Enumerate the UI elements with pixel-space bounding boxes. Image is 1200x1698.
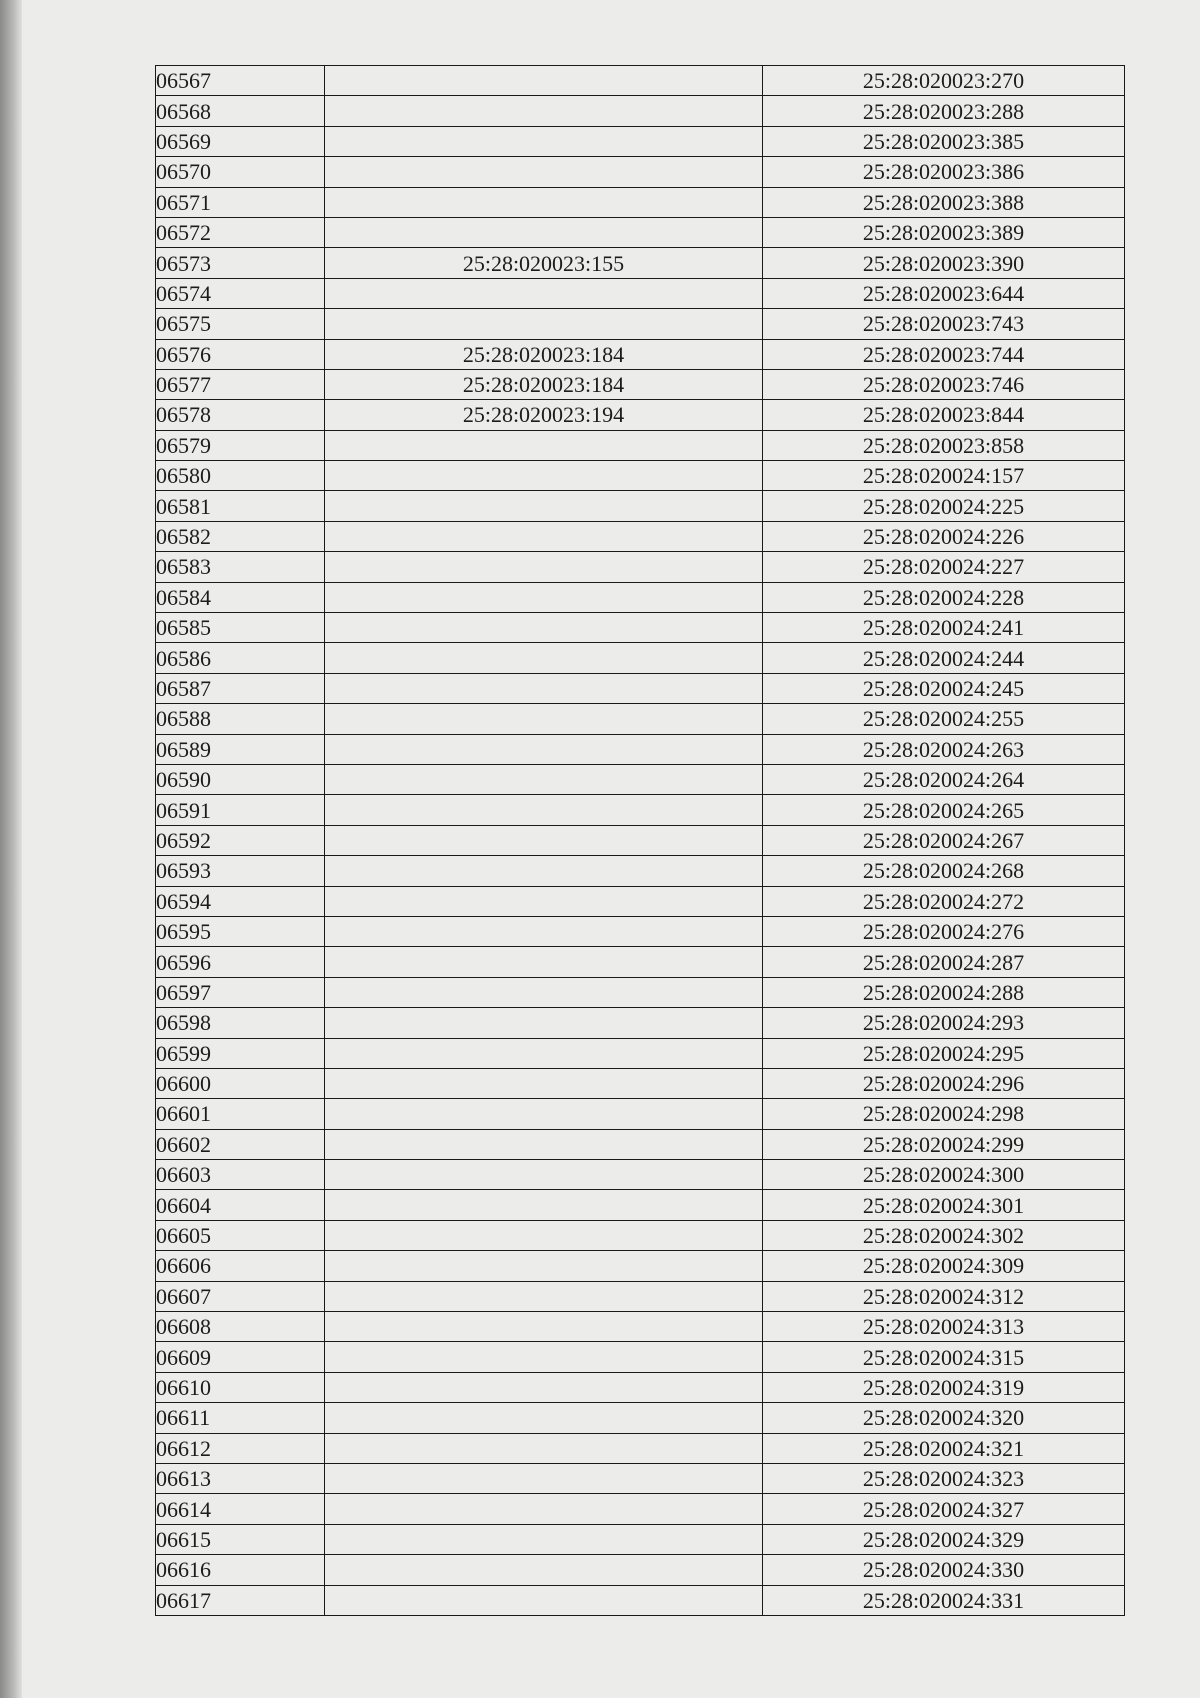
cadastral-number-cell: 25:28:020024:298 [763, 1099, 1125, 1129]
previous-number-cell [325, 1038, 763, 1068]
row-number-cell: 06599 [156, 1038, 325, 1068]
table-row [156, 1494, 1125, 1524]
row-number-cell: 06582 [156, 521, 325, 551]
previous-number-cell [325, 187, 763, 217]
scan-binding-edge [0, 0, 22, 1698]
table-row [156, 613, 1125, 643]
previous-number-cell [325, 1068, 763, 1098]
row-number-cell: 06575 [156, 309, 325, 339]
cadastral-number-cell: 25:28:020024:302 [763, 1220, 1125, 1250]
row-number-cell: 06609 [156, 1342, 325, 1372]
previous-number-cell [325, 1494, 763, 1524]
table-row [156, 856, 1125, 886]
cadastral-number-cell: 25:28:020024:227 [763, 552, 1125, 582]
table-row [156, 430, 1125, 460]
cadastral-number-cell: 25:28:020024:287 [763, 947, 1125, 977]
cadastral-number-cell: 25:28:020024:276 [763, 916, 1125, 946]
cadastral-number-cell: 25:28:020024:315 [763, 1342, 1125, 1372]
table-row [156, 217, 1125, 247]
previous-number-cell [325, 157, 763, 187]
cadastral-number-cell: 25:28:020024:293 [763, 1008, 1125, 1038]
row-number-cell: 06579 [156, 430, 325, 460]
previous-number-cell [325, 734, 763, 764]
table-row [156, 1220, 1125, 1250]
cadastral-number-cell: 25:28:020024:245 [763, 673, 1125, 703]
previous-number-cell [325, 1251, 763, 1281]
previous-number-cell [325, 613, 763, 643]
previous-number-cell [325, 1190, 763, 1220]
cadastral-number-cell: 25:28:020024:244 [763, 643, 1125, 673]
cadastral-number-cell: 25:28:020024:263 [763, 734, 1125, 764]
table-row [156, 339, 1125, 369]
row-number-cell: 06581 [156, 491, 325, 521]
previous-number-cell [325, 126, 763, 156]
table-row [156, 309, 1125, 339]
table-row [156, 1372, 1125, 1402]
row-number-cell: 06604 [156, 1190, 325, 1220]
row-number-cell: 06573 [156, 248, 325, 278]
previous-number-cell [325, 1403, 763, 1433]
cadastral-number-cell: 25:28:020024:320 [763, 1403, 1125, 1433]
cadastral-number-cell: 25:28:020023:744 [763, 339, 1125, 369]
previous-number-cell [325, 673, 763, 703]
table-row [156, 96, 1125, 126]
table-row [156, 248, 1125, 278]
row-number-cell: 06612 [156, 1433, 325, 1463]
table-body [156, 66, 1125, 1616]
previous-number-cell [325, 886, 763, 916]
previous-number-cell [325, 1433, 763, 1463]
table-row [156, 1099, 1125, 1129]
previous-number-cell [325, 278, 763, 308]
row-number-cell: 06589 [156, 734, 325, 764]
cadastral-number-cell: 25:28:020024:295 [763, 1038, 1125, 1068]
row-number-cell: 06572 [156, 217, 325, 247]
cadastral-table [155, 65, 1125, 1616]
table-row [156, 1190, 1125, 1220]
row-number-cell: 06596 [156, 947, 325, 977]
previous-number-cell [325, 764, 763, 794]
row-number-cell: 06591 [156, 795, 325, 825]
previous-number-cell [325, 430, 763, 460]
table-row [156, 1463, 1125, 1493]
cadastral-number-cell: 25:28:020024:329 [763, 1524, 1125, 1554]
row-number-cell: 06594 [156, 886, 325, 916]
row-number-cell: 06577 [156, 369, 325, 399]
cadastral-number-cell: 25:28:020024:267 [763, 825, 1125, 855]
cadastral-number-cell: 25:28:020024:309 [763, 1251, 1125, 1281]
table-row [156, 1008, 1125, 1038]
table-row [156, 491, 1125, 521]
row-number-cell: 06607 [156, 1281, 325, 1311]
row-number-cell: 06602 [156, 1129, 325, 1159]
previous-number-cell [325, 1372, 763, 1402]
table-row [156, 1524, 1125, 1554]
row-number-cell: 06601 [156, 1099, 325, 1129]
row-number-cell: 06608 [156, 1312, 325, 1342]
previous-number-cell [325, 1220, 763, 1250]
table-row [156, 1312, 1125, 1342]
previous-number-cell [325, 977, 763, 1007]
row-number-cell: 06614 [156, 1494, 325, 1524]
cadastral-number-cell: 25:28:020023:386 [763, 157, 1125, 187]
cadastral-number-cell: 25:28:020023:644 [763, 278, 1125, 308]
table-row [156, 1038, 1125, 1068]
row-number-cell: 06568 [156, 96, 325, 126]
cadastral-number-cell: 25:28:020024:288 [763, 977, 1125, 1007]
previous-number-cell [325, 1099, 763, 1129]
table-row [156, 947, 1125, 977]
row-number-cell: 06590 [156, 764, 325, 794]
cadastral-number-cell: 25:28:020024:300 [763, 1160, 1125, 1190]
table-row [156, 1251, 1125, 1281]
table-row [156, 1555, 1125, 1585]
table-row [156, 704, 1125, 734]
row-number-cell: 06616 [156, 1555, 325, 1585]
previous-number-cell: 25:28:020023:184 [325, 339, 763, 369]
previous-number-cell: 25:28:020023:184 [325, 369, 763, 399]
previous-number-cell [325, 217, 763, 247]
cadastral-number-cell: 25:28:020024:323 [763, 1463, 1125, 1493]
row-number-cell: 06617 [156, 1585, 325, 1615]
previous-number-cell [325, 1555, 763, 1585]
table-row [156, 1281, 1125, 1311]
cadastral-number-cell: 25:28:020024:296 [763, 1068, 1125, 1098]
previous-number-cell: 25:28:020023:155 [325, 248, 763, 278]
table-row [156, 126, 1125, 156]
row-number-cell: 06597 [156, 977, 325, 1007]
table-row [156, 1585, 1125, 1615]
cadastral-number-cell: 25:28:020023:270 [763, 66, 1125, 96]
previous-number-cell [325, 1524, 763, 1554]
cadastral-number-cell: 25:28:020024:301 [763, 1190, 1125, 1220]
row-number-cell: 06603 [156, 1160, 325, 1190]
row-number-cell: 06588 [156, 704, 325, 734]
table-row [156, 886, 1125, 916]
previous-number-cell [325, 1585, 763, 1615]
table-row [156, 400, 1125, 430]
previous-number-cell [325, 1160, 763, 1190]
row-number-cell: 06584 [156, 582, 325, 612]
table-row [156, 157, 1125, 187]
previous-number-cell [325, 1281, 763, 1311]
previous-number-cell [325, 1312, 763, 1342]
table-row [156, 278, 1125, 308]
table-row [156, 187, 1125, 217]
previous-number-cell [325, 96, 763, 126]
row-number-cell: 06613 [156, 1463, 325, 1493]
previous-number-cell [325, 1342, 763, 1372]
previous-number-cell [325, 552, 763, 582]
table-row [156, 734, 1125, 764]
cadastral-number-cell: 25:28:020024:226 [763, 521, 1125, 551]
cadastral-number-cell: 25:28:020023:389 [763, 217, 1125, 247]
cadastral-number-cell: 25:28:020024:225 [763, 491, 1125, 521]
cadastral-number-cell: 25:28:020024:268 [763, 856, 1125, 886]
row-number-cell: 06605 [156, 1220, 325, 1250]
previous-number-cell [325, 947, 763, 977]
table-row [156, 1160, 1125, 1190]
row-number-cell: 06595 [156, 916, 325, 946]
cadastral-number-cell: 25:28:020023:288 [763, 96, 1125, 126]
row-number-cell: 06569 [156, 126, 325, 156]
previous-number-cell [325, 643, 763, 673]
row-number-cell: 06578 [156, 400, 325, 430]
row-number-cell: 06587 [156, 673, 325, 703]
row-number-cell: 06570 [156, 157, 325, 187]
table-row [156, 461, 1125, 491]
table-row [156, 1129, 1125, 1159]
row-number-cell: 06610 [156, 1372, 325, 1402]
table-row [156, 673, 1125, 703]
row-number-cell: 06600 [156, 1068, 325, 1098]
row-number-cell: 06611 [156, 1403, 325, 1433]
cadastral-number-cell: 25:28:020023:858 [763, 430, 1125, 460]
cadastral-number-cell: 25:28:020024:321 [763, 1433, 1125, 1463]
previous-number-cell [325, 856, 763, 886]
row-number-cell: 06583 [156, 552, 325, 582]
cadastral-number-cell: 25:28:020024:157 [763, 461, 1125, 491]
cadastral-number-cell: 25:28:020024:299 [763, 1129, 1125, 1159]
table-row [156, 916, 1125, 946]
table-row [156, 1433, 1125, 1463]
table-row [156, 369, 1125, 399]
cadastral-number-cell: 25:28:020024:272 [763, 886, 1125, 916]
row-number-cell: 06593 [156, 856, 325, 886]
row-number-cell: 06580 [156, 461, 325, 491]
cadastral-number-cell: 25:28:020024:327 [763, 1494, 1125, 1524]
previous-number-cell [325, 521, 763, 551]
row-number-cell: 06576 [156, 339, 325, 369]
row-number-cell: 06615 [156, 1524, 325, 1554]
cadastral-number-cell: 25:28:020023:746 [763, 369, 1125, 399]
row-number-cell: 06574 [156, 278, 325, 308]
cadastral-number-cell: 25:28:020023:844 [763, 400, 1125, 430]
previous-number-cell [325, 1008, 763, 1038]
table-row [156, 643, 1125, 673]
table-row [156, 66, 1125, 96]
previous-number-cell [325, 825, 763, 855]
previous-number-cell [325, 704, 763, 734]
previous-number-cell [325, 66, 763, 96]
previous-number-cell [325, 1129, 763, 1159]
previous-number-cell [325, 916, 763, 946]
cadastral-number-cell: 25:28:020024:313 [763, 1312, 1125, 1342]
row-number-cell: 06567 [156, 66, 325, 96]
row-number-cell: 06585 [156, 613, 325, 643]
previous-number-cell [325, 1463, 763, 1493]
cadastral-number-cell: 25:28:020024:264 [763, 764, 1125, 794]
row-number-cell: 06571 [156, 187, 325, 217]
table-row [156, 977, 1125, 1007]
table-row [156, 552, 1125, 582]
previous-number-cell [325, 795, 763, 825]
cadastral-number-cell: 25:28:020024:330 [763, 1555, 1125, 1585]
row-number-cell: 06592 [156, 825, 325, 855]
table-row [156, 764, 1125, 794]
cadastral-number-cell: 25:28:020024:228 [763, 582, 1125, 612]
table-row [156, 582, 1125, 612]
previous-number-cell [325, 582, 763, 612]
table-row [156, 1068, 1125, 1098]
cadastral-number-cell: 25:28:020023:390 [763, 248, 1125, 278]
row-number-cell: 06598 [156, 1008, 325, 1038]
row-number-cell: 06586 [156, 643, 325, 673]
row-number-cell: 06606 [156, 1251, 325, 1281]
cadastral-number-cell: 25:28:020024:241 [763, 613, 1125, 643]
previous-number-cell [325, 491, 763, 521]
table-row [156, 521, 1125, 551]
table-row [156, 825, 1125, 855]
previous-number-cell [325, 309, 763, 339]
previous-number-cell [325, 461, 763, 491]
cadastral-number-cell: 25:28:020023:385 [763, 126, 1125, 156]
cadastral-number-cell: 25:28:020024:319 [763, 1372, 1125, 1402]
table-row [156, 795, 1125, 825]
previous-number-cell: 25:28:020023:194 [325, 400, 763, 430]
cadastral-number-cell: 25:28:020024:255 [763, 704, 1125, 734]
cadastral-number-cell: 25:28:020023:388 [763, 187, 1125, 217]
cadastral-number-cell: 25:28:020024:265 [763, 795, 1125, 825]
table-row [156, 1403, 1125, 1433]
cadastral-number-cell: 25:28:020024:331 [763, 1585, 1125, 1615]
table-row [156, 1342, 1125, 1372]
cadastral-number-cell: 25:28:020024:312 [763, 1281, 1125, 1311]
cadastral-number-cell: 25:28:020023:743 [763, 309, 1125, 339]
